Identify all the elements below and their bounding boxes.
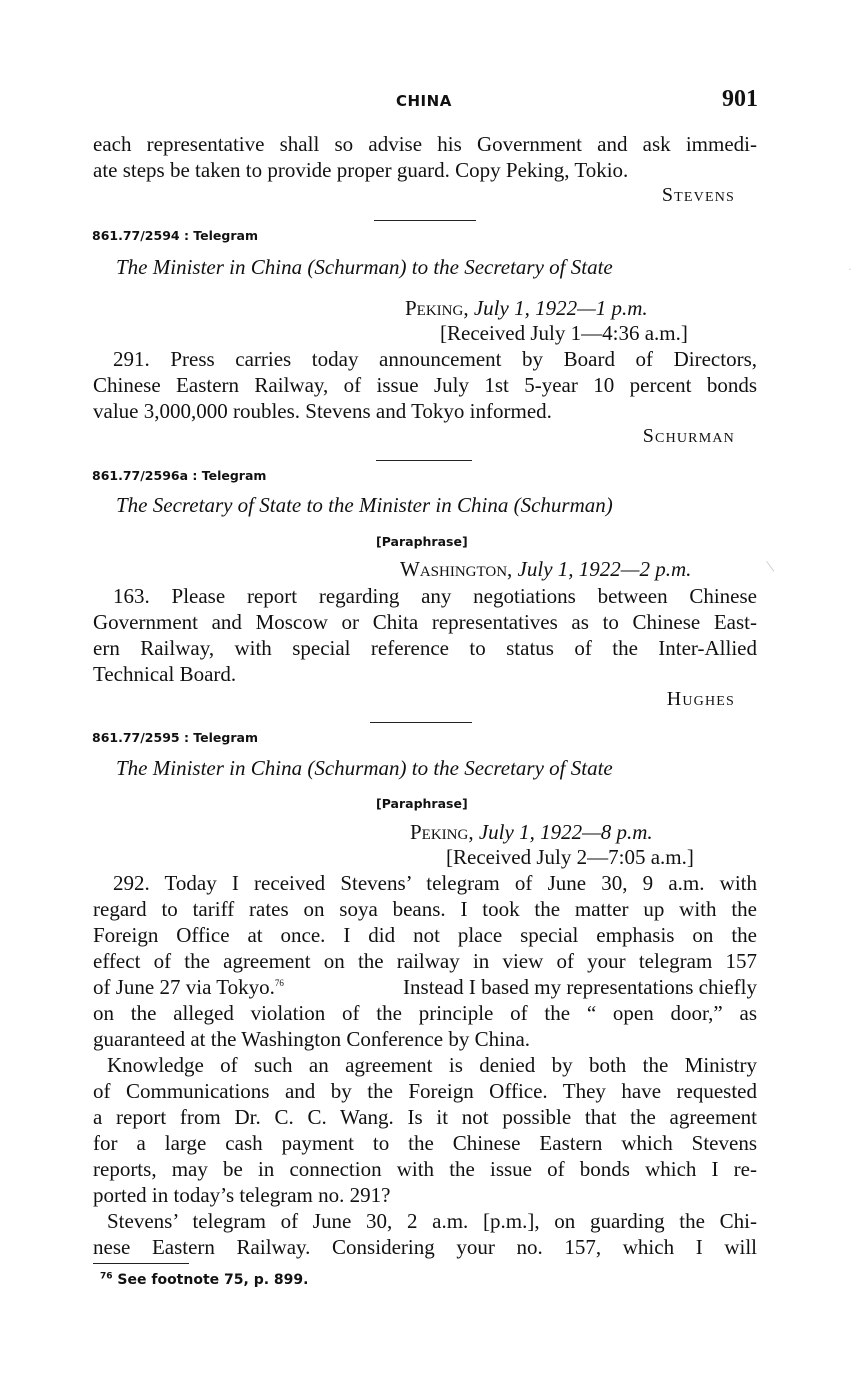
body-line: each representative shall so advise his Government and ask immedi- bbox=[93, 132, 757, 156]
document-heading: The Secretary of State to the Minister in China (Schurman) bbox=[116, 493, 613, 517]
file-reference: 861.77/2595 : Telegram bbox=[92, 730, 258, 745]
document-heading: The Minister in China (Schurman) to the Secretary of State bbox=[116, 255, 613, 279]
file-reference: 861.77/2596a : Telegram bbox=[92, 468, 267, 483]
footnote-text: See footnote 75, p. 899. bbox=[117, 1272, 309, 1288]
body-line: ate steps be taken to provide proper guard. Copy Peking, Tokio. bbox=[93, 158, 629, 182]
document-heading: The Minister in China (Schurman) to the Secretary of State bbox=[116, 756, 613, 780]
paraphrase-note: [Paraphrase] bbox=[376, 796, 468, 811]
body-line: Stevens’ telegram of June 30, 2 a.m. [p.m.], on guarding the Chi- bbox=[107, 1209, 757, 1233]
body-line: Foreign Office at once. I did not place special emphasis on the bbox=[93, 923, 757, 947]
body-line: ern Railway, with special reference to status of the Inter-Allied bbox=[93, 636, 757, 660]
body-line: 291. Press carries today announcement by Board of Directors, bbox=[113, 347, 757, 371]
dateline-date: July 1, 1922—8 p.m. bbox=[478, 820, 653, 844]
received-line: [Received July 2—7:05 a.m.] bbox=[446, 845, 694, 869]
dateline bbox=[400, 557, 691, 582]
body-line: Chinese Eastern Railway, of issue July 1st 5-year 10 percent bonds bbox=[93, 373, 757, 397]
body-line: nese Eastern Railway. Considering your no. 157, which I will bbox=[93, 1235, 757, 1259]
body-line: ported in today’s telegram no. 291? bbox=[93, 1183, 391, 1207]
body-line: of Communications and by the Foreign Office. They have requested bbox=[93, 1079, 757, 1103]
body-line: a report from Dr. C. C. Wang. Is it not possible that the agreement bbox=[93, 1105, 757, 1129]
page-number: 901 bbox=[722, 86, 758, 112]
dateline-date: July 1, 1922—2 p.m. bbox=[517, 557, 692, 581]
dateline-place: Peking, bbox=[410, 820, 474, 844]
paraphrase-note: [Paraphrase] bbox=[376, 534, 468, 549]
footnote-reference: 76 bbox=[274, 978, 284, 988]
body-line: on the alleged violation of the principle of the “ open door,” as bbox=[93, 1001, 757, 1025]
scan-mark: / bbox=[760, 558, 780, 575]
body-line-with-footnote bbox=[93, 974, 757, 1000]
dateline-place: Washington, bbox=[400, 557, 513, 581]
scan-mark: · bbox=[848, 262, 852, 276]
body-line: value 3,000,000 roubles. Stevens and Tokyo informed. bbox=[93, 399, 552, 423]
signature-hughes: Hughes bbox=[666, 688, 735, 710]
file-reference: 861.77/2594 : Telegram bbox=[92, 228, 258, 243]
received-line: [Received July 1—4:36 a.m.] bbox=[440, 321, 688, 345]
body-line: Knowledge of such an agreement is denied by both the Ministry bbox=[107, 1053, 757, 1077]
section-divider bbox=[376, 460, 472, 461]
dateline bbox=[410, 820, 653, 845]
body-line: guaranteed at the Washington Conference by China. bbox=[93, 1027, 531, 1051]
body-text: Instead I based my representations chiefly bbox=[403, 975, 757, 999]
signature-schurman: Schurman bbox=[642, 425, 735, 447]
body-text-part: of June 27 via Tokyo. bbox=[93, 975, 275, 999]
body-line: Government and Moscow or Chita representatives as to Chinese East- bbox=[93, 610, 757, 634]
body-line: Technical Board. bbox=[93, 662, 237, 686]
footnote-divider bbox=[93, 1263, 189, 1264]
body-text bbox=[93, 974, 284, 1000]
footnote-mark: 76 bbox=[100, 1271, 113, 1282]
body-line: 292. Today I received Stevens’ telegram of June 30, 9 a.m. with bbox=[113, 871, 757, 895]
section-divider bbox=[374, 220, 476, 221]
running-title: CHINA bbox=[396, 92, 452, 110]
section-divider bbox=[370, 722, 472, 723]
dateline-place: Peking, bbox=[405, 296, 469, 320]
body-line: regard to tariff rates on soya beans. I took the matter up with the bbox=[93, 897, 757, 921]
body-line: for a large cash payment to the Chinese Eastern which Stevens bbox=[93, 1131, 757, 1155]
body-line: effect of the agreement on the railway in view of your telegram 157 bbox=[93, 949, 757, 973]
footnote bbox=[100, 1272, 308, 1288]
body-line: 163. Please report regarding any negotiations between Chinese bbox=[113, 584, 757, 608]
signature-stevens: Stevens bbox=[661, 184, 735, 206]
dateline bbox=[405, 296, 648, 321]
dateline-date: July 1, 1922—1 p.m. bbox=[473, 296, 648, 320]
body-line: reports, may be in connection with the issue of bonds which I re- bbox=[93, 1157, 757, 1181]
